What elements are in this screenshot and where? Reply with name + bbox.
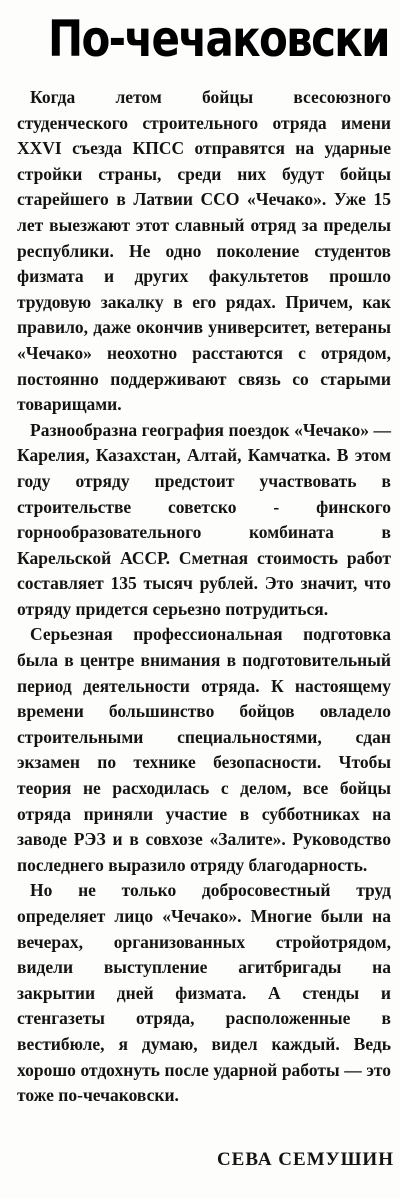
article-paragraph-1: Когда летом бойцы всесоюзного студенческого строительного отряда имени XXVI съезда КПСС отправятся на ударные стройки страны, среди них будут бойцы старейшего в Латвии ССО «Чечако». Уже 15 лет выезжают этот славный отряд за пределы республики. Не одно поколение студентов физмата и других факультетов прошло трудовую закалку в его рядах. Причем, как правило, даже окончив университет, ветераны «Чечако» неохотно расстаются с отрядом, постоянно поддерживают связь со старыми товарищами. — [17, 87, 391, 415]
article-paragraph-4: Но не только добросовестный труд определяет лицо «Чечако». Многие были на вечерах, организованных стройотрядом, видели выступление агитбригады на закрытии дней физмата. А стенды и стенгазеты отряда, расположенные в вестибюле, я думаю, видел каждый. Ведь хорошо отдохнуть после ударной работы — это тоже по-чечаковски. — [17, 880, 391, 1106]
article-body — [17, 85, 391, 1109]
article-headline: По-чечаковски — [48, 10, 389, 68]
article-paragraph-2: Разнообразна география поездок «Чечако» — Карелия, Казахстан, Алтай, Камчатка. В этом году отряду предстоит участвовать в строительстве советско - финского горнообразовательного комбината в Карельской АССР. Сметная стоимость работ составляет 135 тысяч рублей. Это значит, что отряду придется серьезно потрудиться. — [17, 419, 391, 619]
article-paragraph-3: Серьезная профессиональная подготовка была в центре внимания в подготовительный период деятельности отряда. К настоящему времени большинство бойцов овладело строительными специальностями, сдан экзамен по технике безопасности. Чтобы теория не расходилась с делом, все бойцы отряда приняли участие в субботниках на заводе РЭЗ и в совхозе «Залите». Руководство последнего выразило отряду благодарность. — [17, 624, 391, 875]
author-signature: СЕВА СЕМУШИН — [216, 1149, 394, 1170]
